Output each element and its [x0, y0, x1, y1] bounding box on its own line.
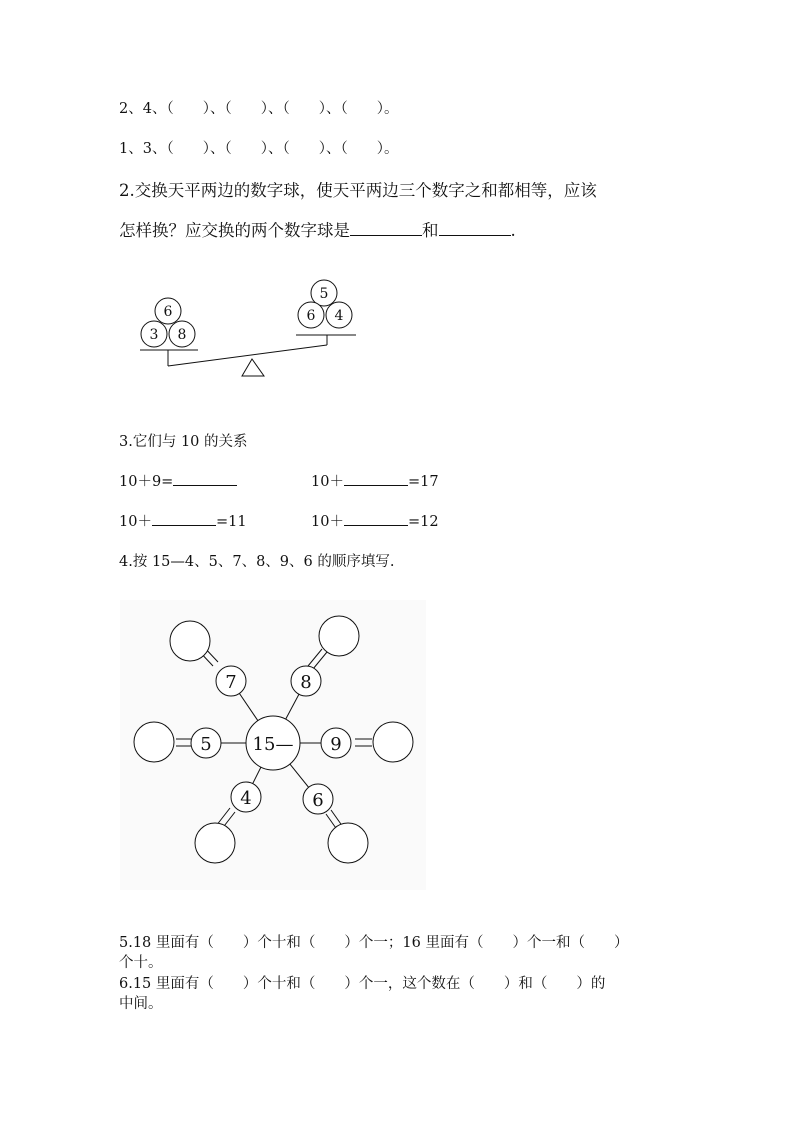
q5-line-1: 5.18 里面有（ ）个十和（ ）个一；16 里面有（ ）个一和（ ）	[119, 935, 629, 951]
q2-prompt: 怎样换？应交换的两个数字球是	[119, 221, 350, 240]
q3-eq3-blank[interactable]	[152, 511, 216, 526]
spoke-label-4: 4	[240, 788, 252, 809]
spoke-circle-8	[291, 666, 321, 696]
q3-eq2-rhs: =17	[407, 474, 439, 490]
q3-eq1-lhs: 10＋9=	[119, 474, 174, 490]
q6-line-2: 中间。	[119, 996, 163, 1012]
center-circle	[246, 716, 300, 770]
left-ball-bottom-right	[169, 321, 195, 347]
subtraction-star-diagram	[120, 600, 426, 890]
spoke-circle-5	[191, 728, 221, 758]
q3-eq4-blank[interactable]	[344, 511, 408, 526]
answer-circle-top-left[interactable]	[170, 621, 210, 661]
q3-eq4-rhs: =12	[407, 514, 439, 530]
q4-title: 4.按 15—4、5、7、8、9、6 的顺序填写.	[119, 554, 395, 570]
center-label: 15—	[252, 734, 294, 755]
right-ball-bottom-right-label: 4	[334, 308, 344, 324]
spoke-circle-7	[216, 666, 246, 696]
left-ball-bottom-left	[141, 321, 167, 347]
fulcrum-triangle	[242, 359, 264, 376]
balance-scale-figure	[130, 270, 370, 382]
q2-text-line-1: 2.交换天平两边的数字球，使天平两边三个数字之和都相等，应该	[119, 181, 597, 200]
right-ball-bottom-left	[298, 302, 324, 328]
q3-title: 3.它们与 10 的关系	[119, 434, 248, 450]
sequence-row-1: 2、4、（ ）、（ ）、（ ）、（ ）。	[119, 101, 399, 117]
left-ball-bottom-left-label: 3	[149, 327, 159, 343]
spoke-circle-6	[303, 784, 333, 814]
q3-eq2-blank[interactable]	[344, 471, 408, 486]
q3-eq4-lhs: 10＋	[311, 514, 344, 530]
q3-equation-4	[311, 510, 439, 531]
spoke-label-5: 5	[200, 734, 212, 755]
answer-circle-bottom-left[interactable]	[195, 823, 235, 863]
spoke-circle-4	[231, 782, 261, 812]
answer-circle-bottom-right[interactable]	[328, 823, 368, 863]
q3-equation-1	[119, 470, 237, 491]
q6-line-1: 6.15 里面有（ ）个十和（ ）个一，这个数在（ ）和（ ）的	[119, 976, 606, 992]
sequence-row-2: 1、3、（ ）、（ ）、（ ）、（ ）。	[119, 141, 399, 157]
right-ball-bottom-left-label: 6	[306, 308, 316, 324]
q3-eq3-lhs: 10＋	[119, 514, 152, 530]
answer-blank-ball-2[interactable]	[439, 221, 511, 236]
left-ball-bottom-right-label: 8	[177, 327, 187, 343]
answer-blank-ball-1[interactable]	[350, 221, 422, 236]
spoke-label-6: 6	[312, 790, 324, 811]
q3-equation-3	[119, 510, 247, 531]
right-ball-bottom-right	[326, 302, 352, 328]
left-ball-top	[155, 298, 181, 324]
q2-and: 和	[422, 221, 439, 240]
answer-circle-right[interactable]	[373, 722, 413, 762]
q3-equation-2	[311, 470, 439, 491]
answer-circle-left[interactable]	[134, 722, 174, 762]
q3-eq1-blank[interactable]	[173, 471, 237, 486]
spoke-label-7: 7	[225, 672, 237, 693]
q2-text-line-2	[119, 217, 516, 241]
q5-line-2: 个十。	[119, 955, 163, 971]
left-ball-top-label: 6	[163, 304, 173, 320]
q2-period: .	[510, 221, 516, 240]
answer-circle-top-right[interactable]	[319, 616, 359, 656]
spoke-label-9: 9	[330, 734, 342, 755]
q3-eq2-lhs: 10＋	[311, 474, 344, 490]
q3-eq3-rhs: =11	[215, 514, 247, 530]
right-ball-top-label: 5	[319, 286, 329, 302]
spoke-label-8: 8	[300, 672, 312, 693]
spoke-circle-9	[321, 728, 351, 758]
